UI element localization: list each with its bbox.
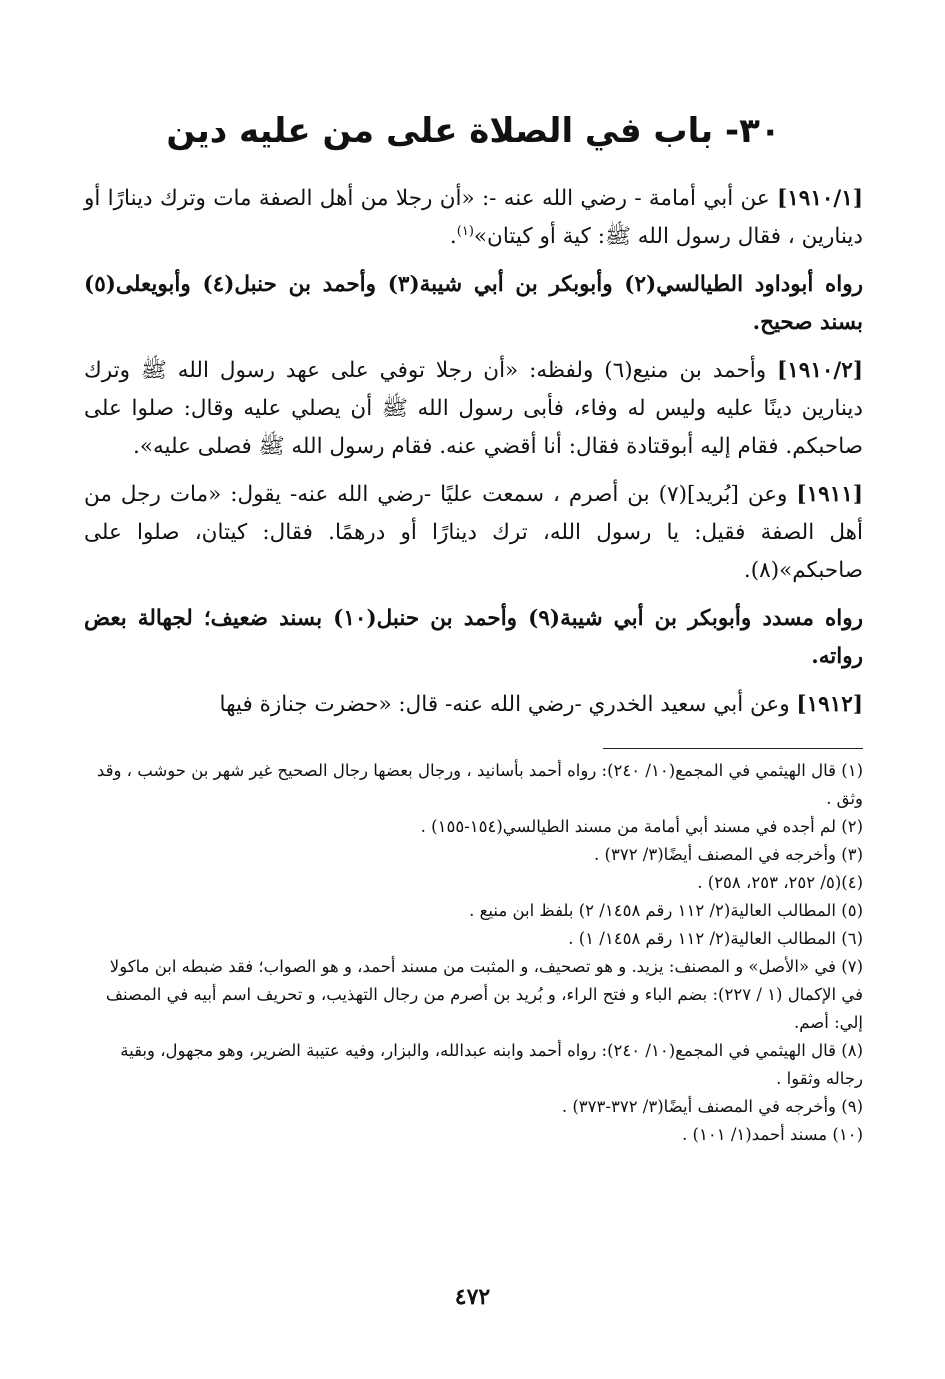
hadith-1912 xyxy=(84,686,863,724)
hadith-number: [١٩١١] xyxy=(796,482,863,507)
main-text xyxy=(84,180,863,724)
hadith-1910-2 xyxy=(84,352,863,466)
footnote: (١) قال الهيثمي في المجمع(١٠/ ٢٤٠): رواه أحمد بأسانيد ، ورجال بعضها رجال الصحيح غير شهر بن حوشب ، وقد وثق . xyxy=(96,761,863,808)
footnote: (٤)(٥/ ٢٥٢، ٢٥٣، ٢٥٨) . xyxy=(697,873,863,892)
footnote: (١٠) مسند أحمد(١/ ١٠١) . xyxy=(682,1125,863,1144)
footnotes xyxy=(84,757,863,1149)
footnote-divider xyxy=(603,748,863,749)
footnote: (٣) وأخرجه في المصنف أيضًا(٣/ ٣٧٢) . xyxy=(594,845,863,864)
footnote: (٧) في «الأصل» و المصنف: يزيد. و هو تصحيف، و المثبت من مسند أحمد، و هو الصواب؛ فقد ضبطه ابن ماكولا في الإكمال (١ / ٢٢٧): بضم الباء و فتح الراء، و بُريد بن أصرم من رجال التهذيب، و تحريف اسم أبيه في المصنف إلي: أصم. xyxy=(105,957,863,1032)
footnote: (٢) لم أجده في مسند أبي أمامة من مسند الطيالسي(١٥٤-١٥٥) . xyxy=(420,817,863,836)
hadith-text: وعن أبي سعيد الخدري -رضي الله عنه- قال: «حضرت جنازة فيها xyxy=(219,692,797,717)
hadith-text: وعن [بُريد](٧) بن أصرم ، سمعت عليًا -رضي الله عنه- يقول: «مات رجل من أهل الصفة فقيل: يا رسول الله، ترك دينارًا أو درهمًا. فقال: كيتان، صلوا على صاحبكم»(٨). xyxy=(84,482,863,583)
hadith-number: [١٩١٠/١] xyxy=(777,186,863,211)
hadith-tail: . xyxy=(449,224,457,249)
page-number: ٤٧٢ xyxy=(454,1284,491,1310)
footnote: (٩) وأخرجه في المصنف أيضًا(٣/ ٣٧٢-٣٧٣) . xyxy=(561,1097,863,1116)
takhrij-2: رواه مسدد وأبوبكر بن أبي شيبة(٩) وأحمد بن حنبل(١٠) بسند ضعيف؛ لجهالة بعض رواته. xyxy=(84,606,864,669)
hadith-number: [١٩١٠/٢] xyxy=(777,358,863,383)
footnote: (٨) قال الهيثمي في المجمع(١٠/ ٢٤٠): رواه أحمد وابنه عبدالله، والبزار، وفيه عتيبة الضرير، وهو مجهول، وبقية رجاله وثقوا . xyxy=(120,1041,863,1088)
hadith-number: [١٩١٢] xyxy=(796,692,863,717)
hadith-1911 xyxy=(84,476,863,590)
hadith-text: وأحمد بن منيع(٦) ولفظه: «أن رجلا توفي على عهد رسول الله ﷺ وترك دينارين دينًا عليه وليس له وفاء، فأبى رسول الله ﷺ أن يصلي عليه وقال: صلوا على صاحبكم. فقام إليه أبوقتادة فقال: أنا أقضي عنه. فقام رسول الله ﷺ فصلى عليه». xyxy=(84,358,863,459)
chapter-title: ٣٠- باب في الصلاة على من عليه دين xyxy=(166,111,781,151)
footnote-ref: (١) xyxy=(456,223,474,239)
hadith-1910-1 xyxy=(84,180,863,256)
takhrij-1: رواه أبوداود الطيالسي(٢) وأبوبكر بن أبي شيبة(٣) وأحمد بن حنبل(٤) وأبويعلى(٥) بسند صحيح. xyxy=(84,272,864,335)
footnote: (٦) المطالب العالية(٢/ ١١٢ رقم ١٤٥٨/ ١) . xyxy=(568,929,863,948)
hadith-text: عن أبي أمامة - رضي الله عنه -: «أن رجلا من أهل الصفة مات وترك دينارًا أو دينارين ، فقال رسول الله ﷺ: كية أو كيتان» xyxy=(84,186,863,249)
footnote: (٥) المطالب العالية(٢/ ١١٢ رقم ١٤٥٨/ ٢) بلفظ ابن منيع . xyxy=(469,901,863,920)
